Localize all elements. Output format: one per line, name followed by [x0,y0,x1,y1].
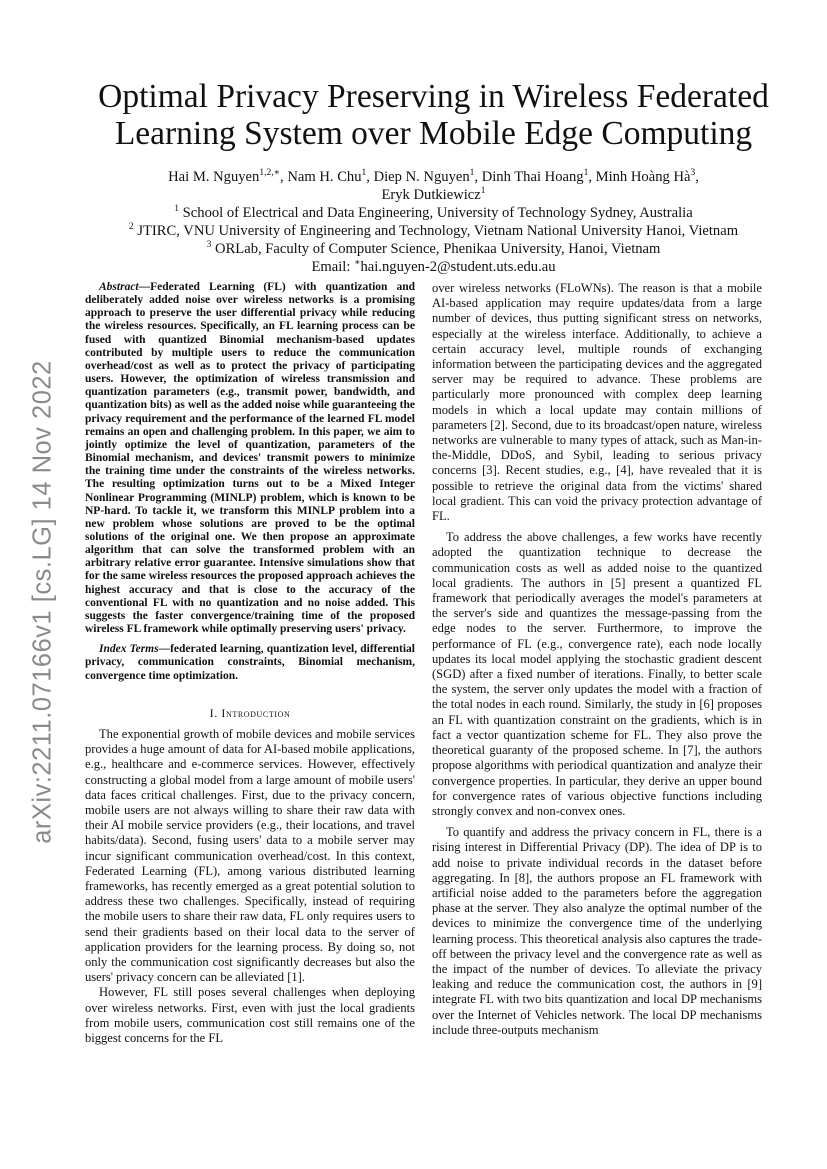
author: Hai M. Nguyen$^{1,2,∗}$, [168,168,288,185]
email-link[interactable]: hai.nguyen-2@student.uts.edu.au [360,259,556,275]
author: Diep N. Nguyen$^1$, [373,168,482,185]
author-list [90,168,777,186]
paper-title: Optimal Privacy Preserving in Wireless Federated Learning System over Mobile Edge Computing [98,78,769,152]
affiliation: $^1$ School of Electrical and Data Engineering, University of Technology Sydney, Australia [174,204,693,221]
author: Eryk Dutkiewicz$^1$ [381,186,486,203]
index-terms: Index Terms—federated learning, quantization level, differential privacy, communication constraints, Binomial mechanism, convergence time optimization. [85,643,415,682]
abstract: Abstract—Federated Learning (FL) with quantization and deliberately added noise over wireless networks is a promising approach to preserve the user differential privacy while reducing the wireless resources. Specifically, an FL learning process can be fused with quantized Binomial mechanism-based updates contributed by multiple users to reduce the communication overhead/cost as well as to protect the privacy of participating users. However, the optimization of wireless transmission and quantization parameters (e.g., transmit power, bandwidth, and quantization bits) as well as the added noise while guaranteeing the privacy requirement and the performance of the learned FL model remains an open and challenging problem. In this paper, we aim to jointly optimize the level of quantization, parameters of the Binomial mechanism, and devices' transmit powers to minimize the training time under the constraints of the wireless networks. The resulting optimization turns out to be a Mixed Integer Nonlinear Programming (MINLP) problem, which is known to be NP-hard. To tackle it, we transform this MINLP problem into a new problem whose solutions are proved to be the optimal solutions of the original one. We then propose an approximate algorithm that can solve the transformed problem with an arbitrary relative error guarantee. Intensive simulations show that for the same wireless resources the proposed approach achieves the highest accuracy and that is close to the accuracy of the conventional FL with no quantization and no noise added. This suggests the faster convergence/training time of the proposed wireless FL framework while optimally preserving users' privacy. [85,281,415,636]
left-column [85,281,415,1046]
affiliation: $^3$ ORLab, Faculty of Computer Science, Phenikaa University, Hanoi, Vietnam [206,240,661,257]
affiliation: $^2$ JTIRC, VNU University of Engineering and Technology, Vietnam National University Hanoi, Vietnam [128,222,739,239]
author: Minh Hoàng $Hà^3$, [595,168,699,185]
section-heading: I. Introduction [209,705,291,720]
paragraph: However, FL still poses several challenges when deploying over wireless networks. First, even with just the local gradients from mobile users, communication cost still remains one of the biggest concerns for the FL [85,985,415,1045]
author-list-continued [90,186,777,204]
author: Dinh Thai Hoang$^1$, [481,168,596,185]
paragraph: The exponential growth of mobile devices and mobile services provides a huge amount of data for AI-based mobile applications, e.g., healthcare and e-commerce services. However, effectively constructing a global model from a large amount of mobile users' data faces critical challenges. First, due to the privacy concern, mobile users are not always willing to share their raw data with their AI mobile service providers (e.g., their locations, and travel habits/data). Second, fusing users' data to a mobile server may incur significant communication overhead/cost. In this context, Federated Learning (FL), among various distributed learning frameworks, has recently emerged as a great potential solution to address these two challenges. Specifically, instead of requiring the mobile users to share their raw data, FL only requires users to send their gradients based on their local data to the server of application providers for the learning process. By doing so, not only the communication cost significantly decreases but also the users' privacy concern can be alleviated [1]. [85,726,415,985]
right-column [432,281,762,1038]
paragraph: To address the above challenges, a few works have recently adopted the quantization technique to decrease the communication costs as well as added noise to the quantized local gradients. The authors in [5] present a quantized FL framework that periodically averages the model's parameters at the server's side and quantizes the message-passing from the edge nodes to the server. Furthermore, to improve the performance of FL (e.g., convergence rate), each node locally updates its local model applying the stochastic gradient descent (SGD) after a fixed number of iterations. Finally, to better scale the system, the server only updates the model with a fraction of the total nodes in each round. Similarly, the study in [6] proposes an FL with quantization constraint on the gradients, which is in fact a vector quantization scheme for FL. They also prove the theoretical guaranty of the proposed scheme. In [7], the authors propose algorithms with periodical quantization and analyze their convergence properties. In particular, they derive an upper bound for convergence rates of various objective functions including strongly convex and non-convex ones. [432,530,762,818]
paragraph: over wireless networks (FLoWNs). The reason is that a mobile AI-based application may require updates/data from a large number of devices, thus putting significant stress on networks, especially at the wireless interface. Additionally, to achieve a certain accuracy level, multiple rounds of exchanging information between the participating devices and the aggregated server may be required to advance. These problems are particularly more pronounced with complex deep learning models in which a local update may contain millions of parameters [2]. Second, due to its broadcast/open nature, wireless networks are vulnerable to many types of attack, such as Man-in-the-Middle, DDoS, and Sybil, leading to serious privacy concerns [3]. Recent studies, e.g., [4], have revealed that it is possible to retrieve the original data from the victims' shared local gradient. This can void the privacy protection advantage of FL. [432,281,762,524]
paragraph: To quantify and address the privacy concern in FL, there is a rising interest in Differential Privacy (DP). The idea of DP is to add noise to private individual records in the dataset before aggregating. In [8], the authors propose an FL framework with artificial noise added to the parameters before the aggregation phase at the server. They also analyze the optimal number of the devices to minimize the convergence time of the underlying learning process. This theoretical analysis also captures the trade-off between the privacy level and the convergence rate as well as the impact of the number of devices. To alleviate the privacy leaking and reduce the communication cost, the authors in [9] integrate FL with two bits quantization and local DP mechanisms over the Internet of Vehicles network. The local DP mechanisms include three-outputs mechanism [432,825,762,1037]
contact-email: Email: ∗hai.nguyen-2@student.uts.edu.au [311,258,556,275]
author: Nam H. Chu$^1$, [287,168,374,185]
author-block [90,168,777,276]
arxiv-identifier: arXiv:2211.07166v1 [cs.LG] 14 Nov 2022 [28,360,57,844]
